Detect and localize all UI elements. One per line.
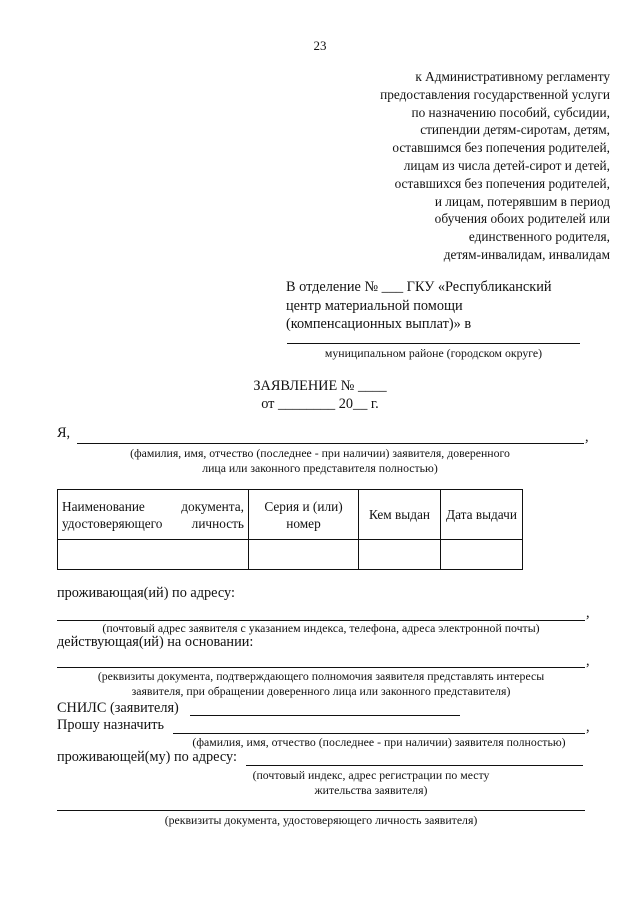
snils-line[interactable] <box>190 715 460 716</box>
residing-comma: , <box>586 605 590 621</box>
header-line: стипендии детям-сиротам, детям, <box>420 122 610 138</box>
applicant-name-line[interactable] <box>77 443 584 444</box>
id-doc-caption: (реквизиты документа, удостоверяющего личность заявителя) <box>164 813 478 827</box>
header-line: оставшихся без попечения родителей, <box>394 175 610 191</box>
request-label: Прошу назначить <box>57 717 165 733</box>
header-line: детям-инвалидам, инвалидам <box>443 246 610 262</box>
residing-label: проживающая(ий) по адресу: <box>57 585 235 601</box>
residing2-address-line[interactable] <box>246 765 583 766</box>
header-issue-date: Дата выдачи <box>441 490 523 540</box>
snils-label: СНИЛС (заявителя) <box>57 700 179 716</box>
acting-label: действующая(ий) на основании: <box>57 634 254 650</box>
id-doc-line[interactable] <box>57 810 585 811</box>
identity-document-table <box>57 489 523 570</box>
page-number: 23 <box>313 38 327 53</box>
title-number: ЗАЯВЛЕНИЕ № ____ <box>253 378 387 394</box>
header-line: по назначению пособий, субсидии, <box>411 104 610 120</box>
request-name-line[interactable] <box>173 733 585 734</box>
residing2-label: проживающей(му) по адресу: <box>57 749 237 765</box>
header-line: лицам из числа детей-сирот и детей, <box>403 157 610 173</box>
application-title <box>0 377 640 413</box>
acting-caption: заявителя, при обращении доверенного лица или законного представителя) <box>131 684 511 698</box>
cell-doc-name[interactable] <box>58 540 249 570</box>
acting-caption: (реквизиты документа, подтверждающего полномочия заявителя представлять интересы <box>97 669 545 683</box>
acting-basis-line[interactable] <box>57 667 585 668</box>
cell-issued-by[interactable] <box>359 540 441 570</box>
header-series-number: Серия и (или) номер <box>249 490 359 540</box>
request-comma: , <box>586 719 590 735</box>
header-line: единственного родителя, <box>468 229 610 245</box>
addressee-block <box>286 278 606 334</box>
residing2-caption: жительства заявителя) <box>314 783 428 797</box>
applicant-caption: лица или законного представителя полностью) <box>202 461 438 475</box>
district-caption: муниципальном районе (городском округе) <box>324 346 543 360</box>
acting-comma: , <box>586 653 590 669</box>
request-caption: (фамилия, имя, отчество (последнее - при наличии) заявителя полностью) <box>192 735 566 749</box>
header-line: к Административному регламенту <box>415 69 610 84</box>
addressee-line: центр материальной помощи <box>286 297 463 314</box>
cell-series-number[interactable] <box>249 540 359 570</box>
header-line: оставшимся без попечения родителей, <box>392 140 610 156</box>
cell-issue-date[interactable] <box>441 540 523 570</box>
applicant-comma: , <box>585 429 589 445</box>
addressee-line: (компенсационных выплат)» в <box>286 316 472 332</box>
residing-caption: (почтовый адрес заявителя с указанием индекса, телефона, адреса электронной почты) <box>102 621 540 635</box>
header-line: предоставления государственной услуги <box>380 86 610 102</box>
header-line: и лицам, потерявшим в период <box>434 193 610 209</box>
header-line: обучения обоих родителей или <box>434 211 610 227</box>
table-row <box>58 540 523 570</box>
addressee-line: В отделение № ___ ГКУ «Республиканский <box>286 279 552 295</box>
applicant-prefix: Я, <box>57 425 71 441</box>
residing2-caption: (почтовый индекс, адрес регистрации по месту <box>252 768 490 782</box>
applicant-caption: (фамилия, имя, отчество (последнее - при наличии) заявителя, доверенного <box>130 446 510 460</box>
header-doc-name: Наименование документа, удостоверяющего личность <box>58 490 249 540</box>
header-issued-by: Кем выдан <box>359 490 441 540</box>
district-line[interactable] <box>287 343 580 344</box>
regulation-header <box>310 68 610 264</box>
table-header-row <box>58 490 523 540</box>
title-date: от ________ 20__ г. <box>261 396 379 412</box>
